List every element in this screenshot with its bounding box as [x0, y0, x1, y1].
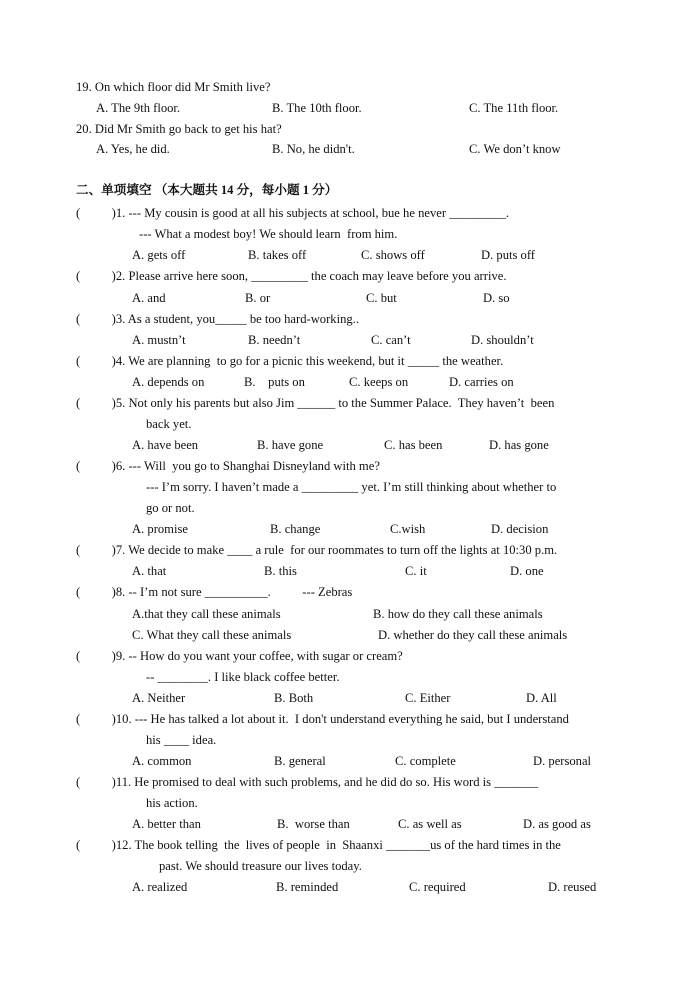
question-5-option-c: C. has been: [384, 438, 443, 452]
question-6-option-b: B. change: [270, 522, 321, 536]
question-12-option-a: A. realized: [132, 880, 188, 894]
question-6-line-3: go or not.: [146, 501, 195, 515]
question-8-line-1: ( )8. -- I’m not sure __________. --- Zebras: [76, 585, 353, 599]
question-4-line-1: ( )4. We are planning to go for a picnic this weekend, but it _____ the weather.: [76, 354, 504, 368]
question-12-option-b: B. reminded: [276, 880, 339, 894]
question-6-line-2: --- I’m sorry. I haven’t made a _________ yet. I’m still thinking about whether to: [146, 480, 557, 494]
question-9-option-c: C. Either: [405, 691, 451, 705]
question-1-option-b: B. takes off: [248, 248, 307, 262]
question-19-stem: 19. On which floor did Mr Smith live?: [76, 80, 271, 94]
question-5-option-b: B. have gone: [257, 438, 324, 452]
question-11-line-2: his action.: [146, 796, 198, 810]
question-3-option-c: C. can’t: [371, 333, 411, 347]
question-10-line-2: his ____ idea.: [146, 733, 217, 747]
question-7-option-d: D. one: [510, 564, 544, 578]
question-5-option-d: D. has gone: [489, 438, 549, 452]
question-20-option-a: A. Yes, he did.: [96, 142, 170, 156]
question-8-option-d: D. whether do they call these animals: [378, 628, 568, 642]
question-2-option-c: C. but: [366, 291, 397, 305]
question-1-option-d: D. puts off: [481, 248, 535, 262]
question-5-line-1: ( )5. Not only his parents but also Jim ______ to the Summer Palace. They haven’t been: [76, 396, 555, 410]
question-12-option-d: D. reused: [548, 880, 597, 894]
question-2-option-b: B. or: [245, 291, 271, 305]
question-10-line-1: ( )10. --- He has talked a lot about it. I don't understand everything he said, but I understand: [76, 712, 569, 726]
question-1-option-c: C. shows off: [361, 248, 425, 262]
question-7-option-a: A. that: [132, 564, 167, 578]
question-8-option-a: A.that they call these animals: [132, 607, 281, 621]
question-8-option-b: B. how do they call these animals: [373, 607, 543, 621]
section-heading: 二、单项填空 （本大题共 14 分，每小题 1 分）: [76, 183, 338, 197]
question-10-option-c: C. complete: [395, 754, 456, 768]
question-4-option-d: D. carries on: [449, 375, 514, 389]
question-19-option-b: B. The 10th floor.: [272, 101, 362, 115]
question-11-option-a: A. better than: [132, 817, 201, 831]
question-4-option-b: B. puts on: [244, 375, 305, 389]
question-1-line-2: --- What a modest boy! We should learn from him.: [139, 227, 398, 241]
question-6-option-a: A. promise: [132, 522, 188, 536]
question-20-option-b: B. No, he didn't.: [272, 142, 355, 156]
question-6-line-1: ( )6. --- Will you go to Shanghai Disneyland with me?: [76, 459, 380, 473]
question-4-option-c: C. keeps on: [349, 375, 409, 389]
question-12-option-c: C. required: [409, 880, 466, 894]
question-19-option-a: A. The 9th floor.: [96, 101, 181, 115]
question-11-option-d: D. as good as: [523, 817, 591, 831]
question-7-option-c: C. it: [405, 564, 427, 578]
question-10-option-a: A. common: [132, 754, 192, 768]
question-5-line-2: back yet.: [146, 417, 192, 431]
question-11-line-1: ( )11. He promised to deal with such problems, and he did do so. His word is _______: [76, 775, 539, 789]
question-5-option-a: A. have been: [132, 438, 199, 452]
question-1-line-1: ( )1. --- My cousin is good at all his subjects at school, bue he never _________.: [76, 206, 510, 220]
question-9-line-2: -- ________. I like black coffee better.: [146, 670, 340, 684]
question-1-option-a: A. gets off: [132, 248, 186, 262]
question-10-option-b: B. general: [274, 754, 326, 768]
question-7-option-b: B. this: [264, 564, 297, 578]
question-3-line-1: ( )3. As a student, you_____ be too hard-working..: [76, 312, 359, 326]
question-9-line-1: ( )9. -- How do you want your coffee, with sugar or cream?: [76, 649, 403, 663]
question-3-option-d: D. shouldn’t: [471, 333, 534, 347]
question-19-option-c: C. The 11th floor.: [469, 101, 559, 115]
question-8-option-c: C. What they call these animals: [132, 628, 292, 642]
question-10-option-d: D. personal: [533, 754, 592, 768]
question-20-stem: 20. Did Mr Smith go back to get his hat?: [76, 122, 282, 136]
question-9-option-d: D. All: [526, 691, 557, 705]
question-2-option-d: D. so: [483, 291, 510, 305]
question-6-option-d: D. decision: [491, 522, 549, 536]
question-7-line-1: ( )7. We decide to make ____ a rule for our roommates to turn off the lights at 10:30 p.m.: [76, 543, 558, 557]
question-9-option-b: B. Both: [274, 691, 314, 705]
question-2-option-a: A. and: [132, 291, 166, 305]
question-11-option-c: C. as well as: [398, 817, 462, 831]
question-11-option-b: B. worse than: [277, 817, 350, 831]
question-4-option-a: A. depends on: [132, 375, 205, 389]
question-12-line-2: past. We should treasure our lives today.: [159, 859, 362, 873]
question-12-line-1: ( )12. The book telling the lives of people in Shaanxi _______us of the hard times in the: [76, 838, 561, 852]
question-3-option-b: B. needn’t: [248, 333, 301, 347]
question-2-line-1: ( )2. Please arrive here soon, _________ the coach may leave before you arrive.: [76, 269, 507, 283]
question-20-option-c: C. We don’t know: [469, 142, 561, 156]
question-9-option-a: A. Neither: [132, 691, 186, 705]
question-3-option-a: A. mustn’t: [132, 333, 186, 347]
question-6-option-c: C.wish: [390, 522, 426, 536]
